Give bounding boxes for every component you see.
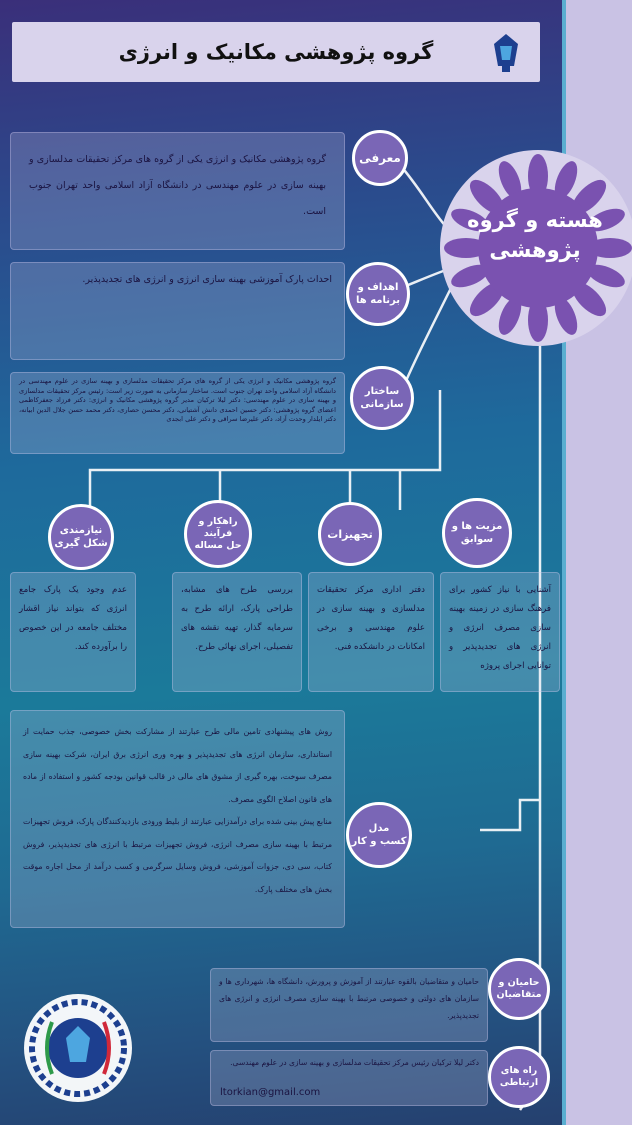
flower-title [452,205,618,265]
need-label-line2: شکل گیری [54,538,108,549]
goals-text: احداث پارک آموزشی بهینه سازی انرژی و انرژی های تجدیدپذیر. [82,274,332,285]
sponsors-label-line2: متقاضیان [496,989,542,1000]
goals-panel [10,262,345,360]
page-title: گروه پژوهشی مکانیک و انرژی [118,40,434,64]
business-label [346,802,412,868]
goals-label-line1: اهداف و [357,282,399,293]
sponsors-panel [210,968,488,1042]
anniversary-emblem-icon [22,992,134,1104]
advantages-panel [440,572,560,692]
intro-panel [10,132,345,250]
flower-title-line2: پژوهشی [489,238,581,262]
advantages-label [442,498,512,568]
structure-label-line2: سازمانی [360,399,404,410]
advantages-label-line2: سوابق [460,534,494,545]
sponsors-label-line1: حامیان و [498,977,540,988]
title-bar [12,22,540,82]
equipment-text: دفتر اداری مرکز تحقیقات مدلسازی و بهینه سازی در علوم مهندسی و برخی امکانات در دانشکده فنی. [317,585,425,652]
contact-text: دکتر لیلا ترکیان رئیس مرکز تحقیقات مدلسازی و بهینه سازی در علوم مهندسی. [230,1058,479,1067]
advantages-label-line1: مزیت ها و [451,521,503,532]
equipment-label-text: تجهیزات [327,527,373,541]
need-label [48,504,114,570]
structure-panel [10,372,345,454]
flower-title-line1: هسته و گروه [467,208,603,232]
solution-label-line3: حل مساله [194,540,242,551]
intro-label-text: معرفی [359,151,401,165]
contact-email[interactable]: ltorkian@gmail.com [220,1087,321,1098]
goals-label-line2: برنامه ها [356,295,400,306]
goals-label [346,262,410,326]
need-text: عدم وجود یک پارک جامع انرژی که بتواند نیاز اقشار مختلف جامعه در این خصوص را برآورده کند. [19,585,127,652]
structure-text: گروه پژوهشی مکانیک و انرژی یکی از گروه های مرکز تحقیقات مدلسازی و بهینه سازی در علوم مهندسی در دانشگاه آزاد اسلامی واحد تهران جنوب است. ساختار سازمانی به صورت زیر است: رئیس مرکز تحقیقات مدلسازی و بهینه سازی در علوم مهندسی: دکتر لیلا ترکیان مدیر گروه پژوهشی مکانیک و انرژی: دکتر فرزاد جعفرکاظمی اعضای گروه پژوهشی: دکتر حسین احمدی دانش آشتیانی، دکتر محسن حصاری، دکتر محمد حسن جلال الدین ابیانه، دکتر ایلدار وحدت آزاد، دکتر علیرضا سراقی و دکتر علی ابجدی [19,377,336,424]
intro-text: گروه پژوهشی مکانیک و انرژی یکی از گروه های مرکز تحقیقات مدلسازی و بهینه سازی در علوم مهندسی در دانشگاه آزاد اسلامی واحد تهران جنوب است. [29,154,326,217]
need-label-line1: نیازمندی [59,525,103,536]
equipment-label [318,502,382,566]
business-label-line2: کسب و کار [351,836,407,847]
solution-label [184,500,252,568]
structure-label [350,366,414,430]
need-panel [10,572,136,692]
advantages-text: آشنایی با نیاز کشور برای فرهنگ سازی در زمینه بهینه سازی مصرف انرژی و انرژی های تجدیدپذیر و توانایی اجرای پروژه [449,585,551,671]
business-paragraph-1: روش های پیشنهادی تامین مالی طرح عبارتند از مشارکت بخش خصوصی، جذب حمایت از استانداری، سازمان انرژی های تجدیدپذیر و بهره وری انرژی برق ایران، شرکت بهینه سازی مصرف سوخت، بهره گیری از مشوق های مالی در قالب قوانین بودجه کشور و استفاده از ماده های قانون اصلاح الگوی مصرف. [23,727,332,804]
business-panel [10,710,345,928]
solution-label-line1: راهکار و [198,516,238,527]
contact-label-line2: ارتباطی [499,1077,539,1088]
equipment-panel [308,572,434,692]
university-logo-icon [480,26,532,78]
solution-text: بررسی طرح های مشابه، طراحی پارک، ارائه طرح به سرمایه گذار، تهیه نقشه های تفصیلی، اجرای نهائی طرح. [181,585,293,652]
business-label-line1: مدل [368,823,390,834]
contact-label [488,1046,550,1108]
solution-panel [172,572,302,692]
sponsors-label [488,958,550,1020]
business-paragraph-2: منابع پیش بینی شده برای درآمدزایی عبارتند از بلیط ورودی بازدیدکنندگان پارک، فروش تجهیزات مرتبط با بهینه سازی مصرف انرژی، فروش تجهیزات مرتبط با انرژی های تجدیدپذیر، فروش کتاب، سی دی، جزوات آموزشی، فروش وسایل سرگرمی و کسب درآمد از محل اجاره موقت بخش های مختلف پارک. [23,817,332,894]
structure-label-line1: ساختار [364,386,400,397]
contact-label-line1: راه های [500,1065,538,1076]
sponsors-text: حامیان و متقاضیان بالقوه عبارتند از آموزش و پرورش، دانشگاه ها، شهرداری ها و سازمان های دولتی و خصوصی مرتبط با بهینه سازی مصرف انرژی و انرژی های تجدیدپذیر. [219,977,479,1020]
solution-label-line2: فرآیند [203,528,233,539]
intro-label [352,130,408,186]
